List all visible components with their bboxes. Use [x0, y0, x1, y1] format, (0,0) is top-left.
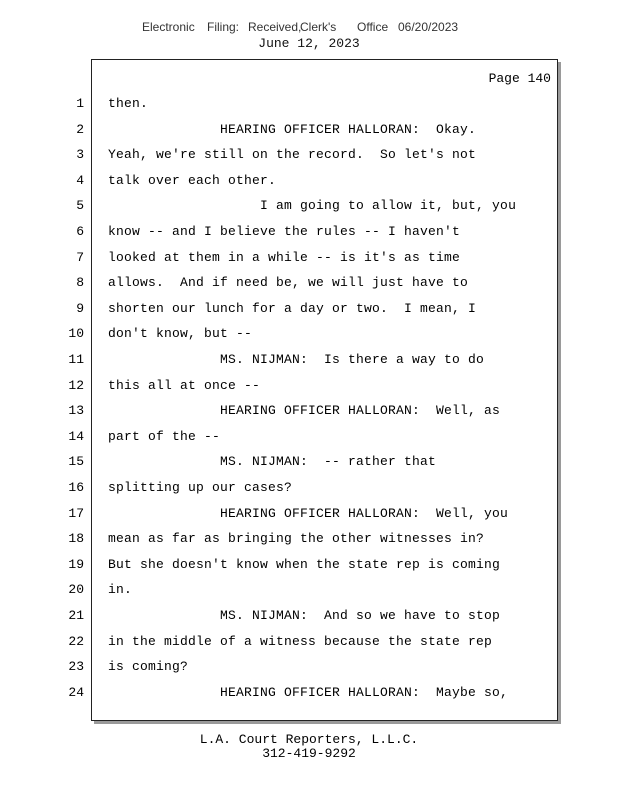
line-number: 20: [68, 582, 84, 597]
stamp-electronic: Electronic: [142, 20, 195, 34]
transcript-line: looked at them in a while -- is it's as time: [108, 250, 461, 265]
line-number: 12: [68, 378, 84, 393]
page-number: Page 140: [488, 71, 551, 86]
transcript-line: mean as far as bringing the other witnesses in?: [108, 531, 485, 546]
line-number: 24: [68, 685, 84, 700]
transcript-line: MS. NIJMAN: -- rather that: [108, 454, 437, 469]
transcript-line: is coming?: [108, 659, 189, 674]
transcript-line: part of the --: [108, 429, 221, 444]
stamp-date: 06/20/2023: [398, 20, 459, 34]
transcript-line: allows. And if need be, we will just have to: [108, 275, 469, 290]
transcript-line: this all at once --: [108, 378, 261, 393]
transcript-line: talk over each other.: [108, 173, 277, 188]
line-number: 15: [68, 454, 84, 469]
transcript-line: Yeah, we're still on the record. So let's not: [108, 147, 477, 162]
transcript-line: MS. NIJMAN: And so we have to stop: [108, 608, 501, 623]
line-number: 9: [76, 301, 84, 316]
line-number: 10: [68, 326, 84, 341]
transcript-line: shorten our lunch for a day or two. I mean, I: [108, 301, 477, 316]
line-number: 11: [68, 352, 84, 367]
transcript-line: I am going to allow it, but, you: [108, 198, 517, 213]
transcript-line: HEARING OFFICER HALLORAN: Well, as: [108, 403, 501, 418]
footer-phone: 312-419-9292: [262, 746, 356, 761]
line-number: 8: [76, 275, 84, 290]
line-number: 5: [76, 198, 84, 213]
transcript-line: splitting up our cases?: [108, 480, 293, 495]
stamp-filing: Filing:: [207, 20, 240, 34]
filing-stamp: [0, 20, 618, 36]
transcript-line: don't know, but --: [108, 326, 253, 341]
stamp-clerks: Clerk's: [300, 20, 337, 34]
line-number: 6: [76, 224, 84, 239]
line-number: 3: [76, 147, 84, 162]
line-number: 7: [76, 250, 84, 265]
line-number: 14: [68, 429, 84, 444]
line-number: 4: [76, 173, 84, 188]
transcript-line: in the middle of a witness because the state rep: [108, 634, 493, 649]
transcript-line: then.: [108, 96, 149, 111]
transcript-line: MS. NIJMAN: Is there a way to do: [108, 352, 485, 367]
footer-company: L.A. Court Reporters, L.L.C.: [199, 732, 419, 747]
line-number: 13: [68, 403, 84, 418]
transcript-line: know -- and I believe the rules -- I haven't: [108, 224, 461, 239]
transcript-line: HEARING OFFICER HALLORAN: Well, you: [108, 506, 509, 521]
header-date: June 12, 2023: [258, 36, 360, 51]
line-number: 16: [68, 480, 84, 495]
transcript-line: HEARING OFFICER HALLORAN: Okay.: [108, 122, 477, 137]
transcript-line: HEARING OFFICER HALLORAN: Maybe so,: [108, 685, 509, 700]
line-number: 22: [68, 634, 84, 649]
line-number: 17: [68, 506, 84, 521]
line-number: 21: [68, 608, 84, 623]
transcript-line: in.: [108, 582, 133, 597]
line-number: 2: [76, 122, 84, 137]
footer: [0, 733, 618, 761]
line-number: 18: [68, 531, 84, 546]
line-number: 23: [68, 659, 84, 674]
transcript-line: But she doesn't know when the state rep is coming: [108, 557, 501, 572]
stamp-office: Office: [357, 20, 389, 34]
stamp-received: Received,: [248, 20, 302, 34]
line-number: 19: [68, 557, 84, 572]
line-number: 1: [76, 96, 84, 111]
